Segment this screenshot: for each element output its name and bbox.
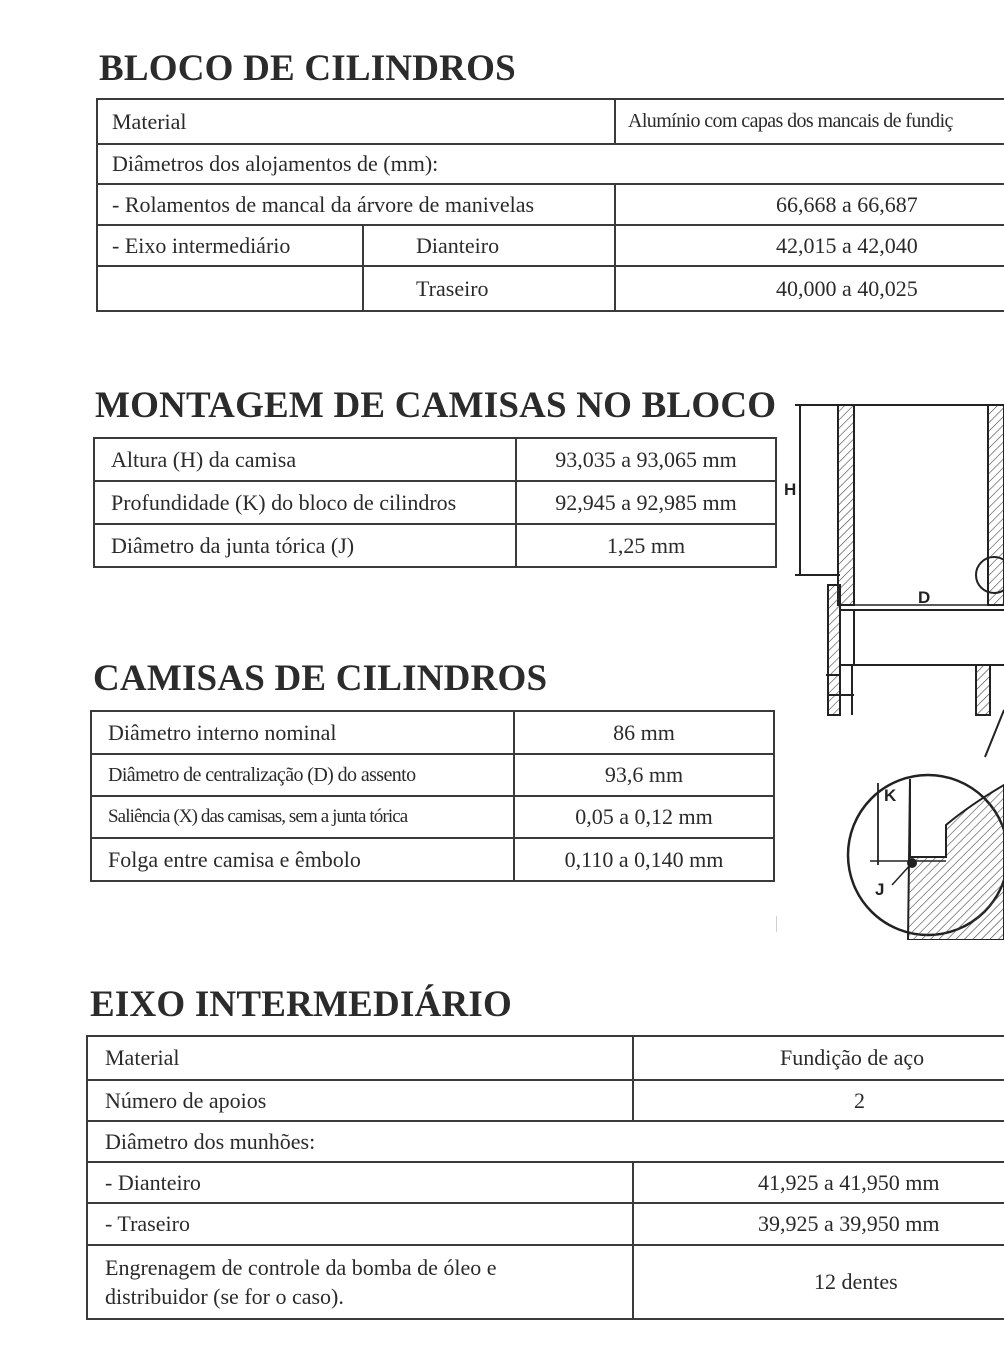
montagem-table: [93, 437, 777, 568]
eixo-material-label: Material: [87, 1036, 633, 1080]
eixo-traseiro-label: - Traseiro: [87, 1203, 633, 1245]
camisas-row-label: Diâmetro interno nominal: [91, 711, 514, 754]
eixo-traseiro-value: 39,925 a 39,950 mm: [633, 1203, 1004, 1245]
camisas-row-label: Diâmetro de centralização (D) do assento: [91, 754, 514, 796]
bloco-traseiro-label: Traseiro: [363, 266, 615, 311]
montagem-row-label: Profundidade (K) do bloco de cilindros: [94, 481, 516, 524]
montagem-row-label: Altura (H) da camisa: [94, 438, 516, 481]
liner-wall-right: [988, 405, 1004, 605]
camisas-row-value: 86 mm: [514, 711, 774, 754]
h-label: H: [784, 480, 797, 499]
bloco-diametros-label: Diâmetros dos alojamentos de (mm):: [97, 144, 1004, 184]
camisas-row-value: 0,110 a 0,140 mm: [514, 838, 774, 881]
montagem-row-value: 1,25 mm: [516, 524, 776, 567]
eixo-apoios-label: Número de apoios: [87, 1080, 633, 1121]
bloco-rolamentos-label: - Rolamentos de mancal da árvore de manivelas: [97, 184, 615, 225]
bloco-dianteiro-value: 42,015 a 42,040: [615, 225, 1004, 266]
bloco-material-label: Material: [97, 99, 615, 144]
section-title-bloco: BLOCO DE CILINDROS: [99, 48, 516, 89]
eixo-engrenagem-label: Engrenagem de controle da bomba de óleo e distribuidor (se for o caso).: [87, 1245, 633, 1319]
section-title-montagem: MONTAGEM DE CAMISAS NO BLOCO: [95, 385, 777, 426]
montagem-row-value: 92,945 a 92,985 mm: [516, 481, 776, 524]
eixo-dianteiro-label: - Dianteiro: [87, 1162, 633, 1203]
cylinder-liner-diagram: [780, 385, 1004, 940]
camisas-row-value: 0,05 a 0,12 mm: [514, 796, 774, 838]
eixo-munhoes-label: Diâmetro dos munhões:: [87, 1121, 1004, 1162]
scan-mark: [776, 916, 777, 932]
bloco-empty-cell: [97, 266, 363, 311]
eixo-table: [86, 1035, 1004, 1320]
bloco-traseiro-value: 40,000 a 40,025: [615, 266, 1004, 311]
k-label: K: [884, 786, 897, 805]
montagem-row-value: 93,035 a 93,065 mm: [516, 438, 776, 481]
eixo-apoios-value: 2: [633, 1080, 1004, 1121]
eixo-dianteiro-value: 41,925 a 41,950 mm: [633, 1162, 1004, 1203]
bloco-eixo-label: - Eixo intermediário: [97, 225, 363, 266]
bloco-table: [96, 98, 1004, 312]
bloco-material-value: Alumínio com capas dos mancais de fundiç: [615, 99, 1004, 144]
camisas-row-value: 93,6 mm: [514, 754, 774, 796]
d-label: D: [918, 588, 931, 607]
camisas-table: [90, 710, 775, 882]
camisas-row-label: Saliência (X) das camisas, sem a junta tórica: [91, 796, 514, 838]
section-title-camisas: CAMISAS DE CILINDROS: [93, 658, 548, 699]
liner-wall-left: [838, 405, 854, 605]
eixo-material-value: Fundição de aço: [633, 1036, 1004, 1080]
section-title-eixo: EIXO INTERMEDIÁRIO: [90, 984, 512, 1025]
bloco-rolamentos-value: 66,668 a 66,687: [615, 184, 1004, 225]
eixo-engrenagem-value: 12 dentes: [633, 1245, 1004, 1319]
j-label: J: [875, 880, 885, 899]
bloco-dianteiro-label: Dianteiro: [363, 225, 615, 266]
camisas-row-label: Folga entre camisa e êmbolo: [91, 838, 514, 881]
montagem-row-label: Diâmetro da junta tórica (J): [94, 524, 516, 567]
